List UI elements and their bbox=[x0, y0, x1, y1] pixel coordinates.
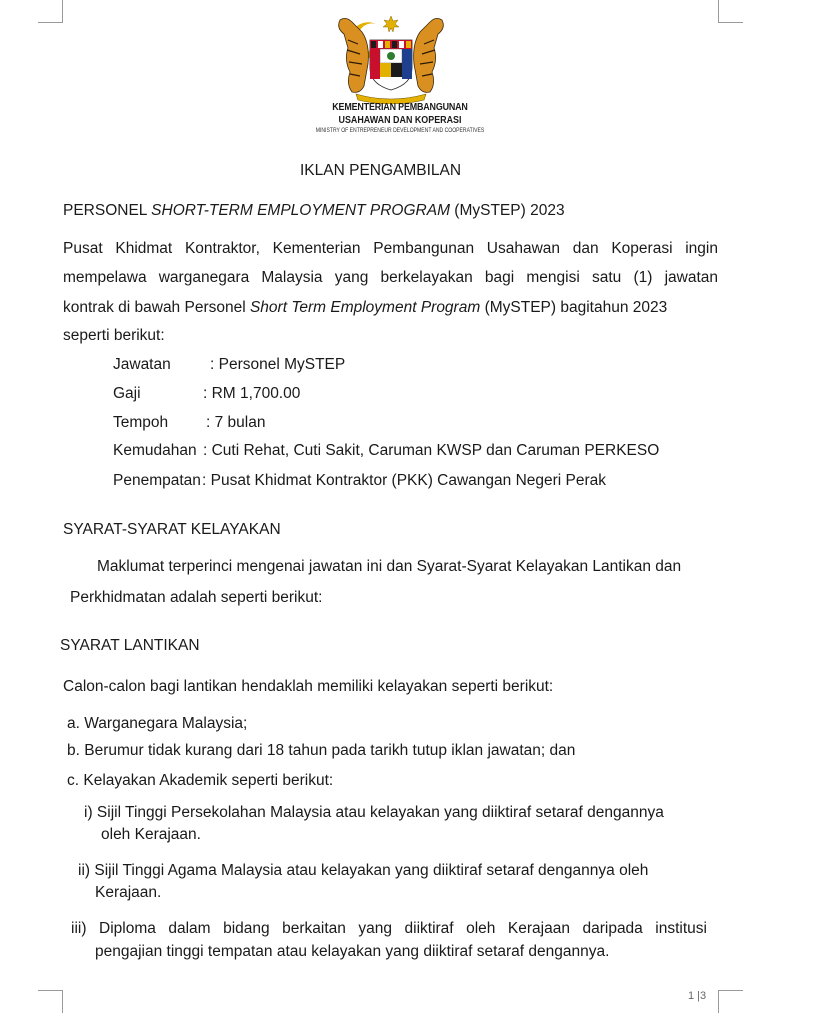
detail-value-jawatan: : Personel MySTEP bbox=[210, 356, 346, 373]
section-heading-lantikan: SYARAT LANTIKAN bbox=[60, 637, 200, 654]
intro-line-4: seperti berikut: bbox=[63, 327, 165, 344]
detail-label-kemudahan: Kemudahan bbox=[113, 442, 197, 459]
sub-item-iii-line-1: iii) Diploma dalam bidang berkaitan yang diiktiraf oleh Kerajaan daripada institusi bbox=[71, 920, 707, 937]
section2-intro: Calon-calon bagi lantikan hendaklah memiliki kelayakan seperti berikut: bbox=[63, 678, 554, 695]
intro-line-3-italic: Short Term Employment Program bbox=[249, 299, 481, 316]
intro-line-3-suffix: (MySTEP) bagitahun 2023 bbox=[480, 299, 668, 316]
page-title: IKLAN PENGAMBILAN bbox=[300, 162, 462, 179]
intro-line-1: Pusat Khidmat Kontraktor, Kementerian Pembangunan Usahawan dan Koperasi ingin bbox=[63, 240, 718, 257]
ministry-name-line2: USAHAWAN DAN KOPERASI bbox=[338, 114, 462, 126]
section1-line-2: Perkhidmatan adalah seperti berikut: bbox=[70, 589, 323, 606]
section1-line-1: Maklumat terperinci mengenai jawatan ini dan Syarat-Syarat Kelayakan Lantikan dan bbox=[97, 558, 682, 575]
detail-value-kemudahan: : Cuti Rehat, Cuti Sakit, Caruman KWSP dan Caruman PERKESO bbox=[203, 442, 660, 459]
ministry-name-line1: KEMENTERIAN PEMBANGUNAN bbox=[332, 101, 468, 113]
subtitle bbox=[63, 201, 565, 221]
intro-line-3 bbox=[63, 298, 667, 318]
detail-label-gaji: Gaji bbox=[113, 385, 141, 402]
ministry-name-english: MINISTRY OF ENTREPRENEUR DEVELOPMENT AND COOPERATIVES bbox=[315, 127, 485, 134]
intro-line-3-prefix: kontrak di bawah Personel bbox=[63, 299, 250, 316]
list-item-c: c. Kelayakan Akademik seperti berikut: bbox=[67, 772, 334, 789]
intro-line-2: mempelawa warganegara Malaysia yang berkelayakan bagi mengisi satu (1) jawatan bbox=[63, 269, 718, 286]
subtitle-suffix: (MySTEP) 2023 bbox=[450, 202, 565, 219]
sub-item-i-line-2: oleh Kerajaan. bbox=[101, 826, 201, 843]
detail-value-tempoh: : 7 bulan bbox=[206, 414, 266, 431]
detail-label-penempatan: Penempatan bbox=[113, 472, 201, 489]
list-item-a: a. Warganegara Malaysia; bbox=[67, 715, 248, 732]
page-number: 1 |3 bbox=[688, 990, 707, 1002]
page-corner-bottom-right bbox=[718, 990, 743, 1013]
detail-label-tempoh: Tempoh bbox=[113, 414, 169, 431]
page-corner-top-right bbox=[718, 0, 743, 23]
sub-item-ii-line-1: ii) Sijil Tinggi Agama Malaysia atau kelayakan yang diiktiraf setaraf dengannya oleh bbox=[78, 862, 649, 879]
subtitle-prefix: PERSONEL bbox=[63, 202, 152, 219]
sub-item-i-line-1: i) Sijil Tinggi Persekolahan Malaysia atau kelayakan yang diiktiraf setaraf dengannya bbox=[84, 804, 664, 821]
subtitle-italic: SHORT-TERM EMPLOYMENT PROGRAM bbox=[151, 202, 450, 219]
coat-of-arms-logo bbox=[330, 14, 452, 104]
detail-value-gaji: : RM 1,700.00 bbox=[203, 385, 301, 402]
sub-item-iii-line-2: pengajian tinggi tempatan atau kelayakan yang diiktiraf setaraf dengannya. bbox=[95, 943, 610, 960]
sub-item-ii-line-2: Kerajaan. bbox=[95, 884, 162, 901]
page-corner-bottom-left bbox=[38, 990, 63, 1013]
detail-value-penempatan: : Pusat Khidmat Kontraktor (PKK) Cawangan Negeri Perak bbox=[202, 472, 607, 489]
section-heading-kelayakan: SYARAT-SYARAT KELAYAKAN bbox=[63, 521, 281, 538]
page-corner-top-left bbox=[38, 0, 63, 23]
detail-label-jawatan: Jawatan bbox=[113, 356, 171, 373]
list-item-b: b. Berumur tidak kurang dari 18 tahun pada tarikh tutup iklan jawatan; dan bbox=[67, 742, 576, 759]
